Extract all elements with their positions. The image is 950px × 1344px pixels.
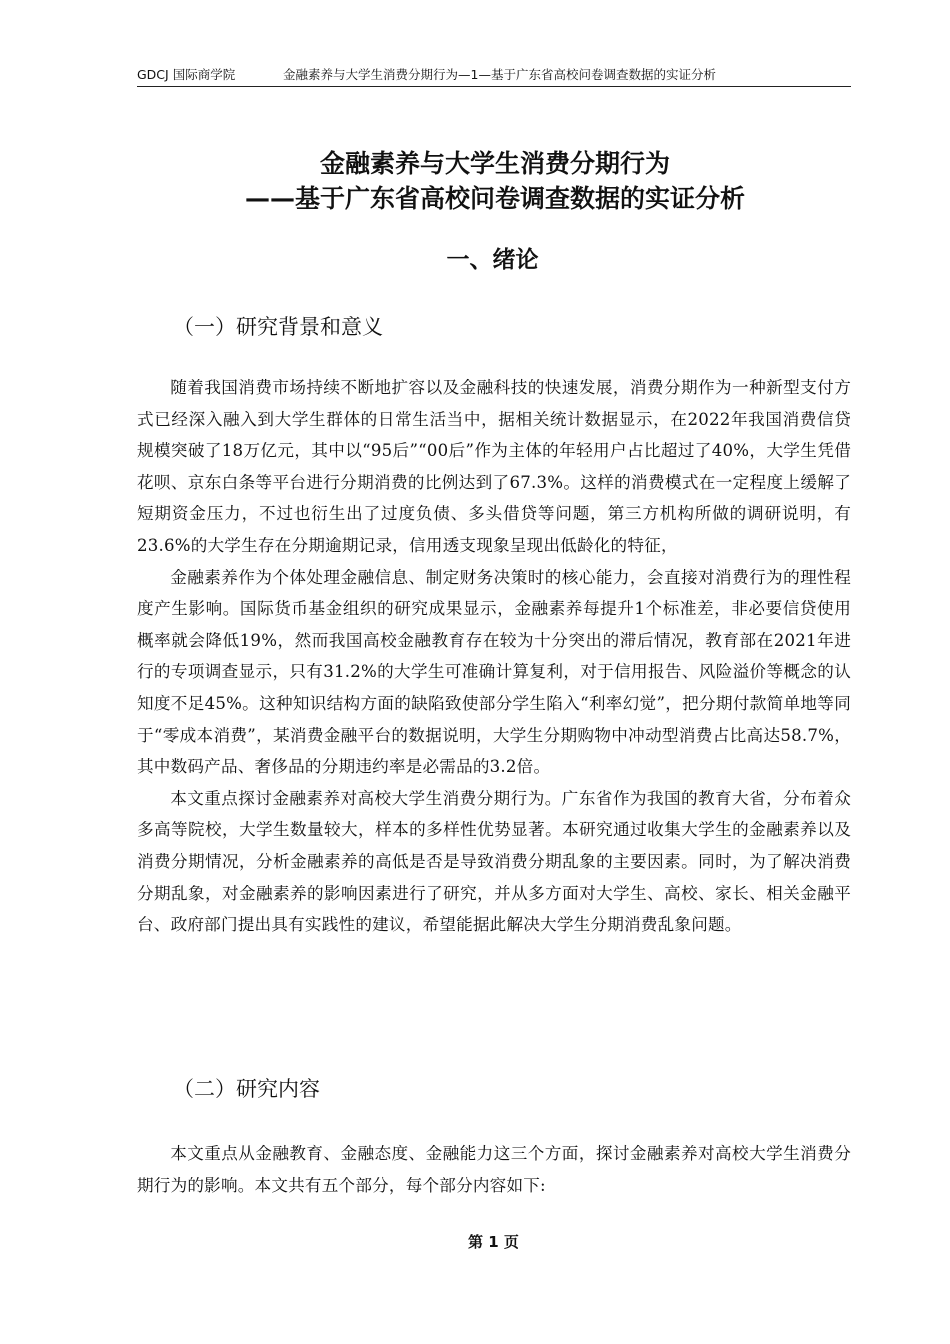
page-number: 第 1 页 [468, 1233, 519, 1251]
section-heading-introduction: 一、绪论 [446, 247, 539, 273]
subsection-heading-content: （二）研究内容 [173, 1077, 320, 1101]
content-paragraphs [137, 1138, 851, 1201]
document-subtitle: ——基于广东省高校问卷调查数据的实证分析 [244, 184, 745, 213]
document-title: 金融素养与大学生消费分期行为 [319, 149, 670, 178]
paragraph-2: 金融素养作为个体处理金融信息、制定财务决策时的核心能力，会直接对消费行为的理性程度产生影响。国际货币基金组织的研究成果显示，金融素养每提升1个标准差，非必要信贷使用概率就会降低19%，然而我国高校金融教育存在较为十分突出的滞后情况，教育部在2021年进行的专项调查显示，只有31.2%的大学生可准确计算复利，对于信用报告、风险溢价等概念的认知度不足45%。这种知识结构方面的缺陷致使部分学生陷入“利率幻觉”，把分期付款简单地等同于“零成本消费”，某消费金融平台的数据说明，大学生分期购物中冲动型消费占比高达58.7%，其中数码产品、奢侈品的分期违约率是必需品的3.2倍。 [137, 567, 851, 777]
background-paragraphs [137, 372, 851, 941]
running-header [137, 66, 851, 87]
paragraph-1: 随着我国消费市场持续不断地扩容以及金融科技的快速发展，消费分期作为一种新型支付方式已经深入融入到大学生群体的日常生活当中，据相关统计数据显示，在2022年我国消费信贷规模突破了18万亿元，其中以“95后”“00后”作为主体的年轻用户占比超过了40%，大学生凭借花呗、京东白条等平台进行分期消费的比例达到了67.3%。这样的消费模式在一定程度上缓解了短期资金压力，不过也衍生出了过度负债、多头借贷等问题，第三方机构所做的调研说明，有23.6%的大学生存在分期逾期记录，信用透支现象呈现出低龄化的特征， [137, 378, 851, 555]
subsection-heading-background: （一）研究背景和意义 [173, 315, 383, 339]
header-school: GDCJ 国际商学院 [137, 67, 236, 82]
paragraph-4: 本文重点从金融教育、金融态度、金融能力这三个方面，探讨金融素养对高校大学生消费分期行为的影响。本文共有五个部分，每个部分内容如下: [137, 1144, 851, 1195]
paragraph-3: 本文重点探讨金融素养对高校大学生消费分期行为。广东省作为我国的教育大省，分布着众多高等院校，大学生数量较大，样本的多样性优势显著。本研究通过收集大学生的金融素养以及消费分期情况，分析金融素养的高低是否是导致消费分期乱象的主要因素。同时，为了解决消费分期乱象，对金融素养的影响因素进行了研究，并从多方面对大学生、高校、家长、相关金融平台、政府部门提出具有实践性的建议，希望能据此解决大学生分期消费乱象问题。 [137, 788, 851, 935]
header-running-title: 金融素养与大学生消费分期行为—1—基于广东省高校问卷调查数据的实证分析 [283, 67, 716, 82]
